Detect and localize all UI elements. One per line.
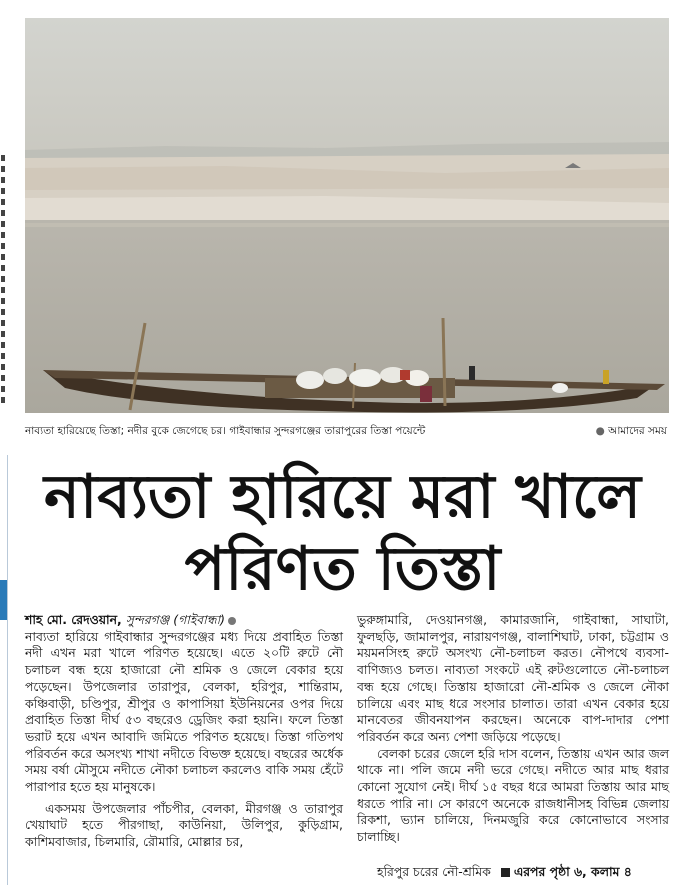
caption-text: নাব্যতা হারিয়েছে তিস্তা; নদীর বুকে জেগেছে চর। গাইবান্ধার সুন্দরগঞ্জের তারাপুরের তিস্তা পয়েন্টে	[25, 425, 426, 437]
bullet-icon: ●	[595, 425, 609, 437]
paragraph-start: হরিপুর চরের নৌ-শ্রমিক	[377, 864, 491, 879]
headline-line-2: পরিণত তিস্তা	[184, 534, 501, 604]
paragraph: একসময় উপজেলার পাঁচপীর, বেলকা, মীরগঞ্জ ও তারাপুর খেয়াঘাট হতে পীরগাছা, কাউনিয়া, উলিপুর, কুড়িগ্রাম, কাশিমবাজার, চিলমারি, রৌমারি, মোল্লার চর,	[25, 800, 343, 850]
cropped-left-column	[0, 150, 8, 420]
river-boat-photo	[25, 18, 669, 413]
headline-line-1: নাব্যতা হারিয়ে মরা খালে	[44, 462, 641, 532]
paragraph: নাব্যতা হারিয়ে গাইবান্ধার সুন্দরগঞ্জের মধ্য দিয়ে প্রবাহিত তিস্তা নদী এখন মরা খালে পরিণত হয়েছে। এতে ২০টি রুটে নৌ চলাচল বন্ধ হয়ে হাজারো নৌ শ্রমিক ও জেলে বেকার হয়ে পড়েছেন। উপজেলার তারাপুর, বেলকা, হরিপুর, শান্তিরাম, কঞ্চিবাড়ী, চণ্ডিপুর, শ্রীপুর ও কাপাসিয়া ইউনিয়নের ওপর দিয়ে প্রবাহিত তিস্তা দীর্ঘ ৫৩ বছরেও ড্রেজিং করা হয়নি। ফলে তিস্তা ভরাট হয়ে এখন আবাদি জমিতে পরিণত হয়েছে। তিস্তা গতিপথ পরিবর্তন করে অসংখ্য শাখা নদীতে বিভক্ত হয়েছে। বছরের অর্ধেক সময় বর্ষা মৌসুমে নদীতে নৌকা চলাচল করলেও বাকি সময় হেঁটে পারাপার হতে হয় মানুষকে।	[25, 628, 343, 795]
cropped-top-text	[0, 0, 685, 6]
byline-place: সুন্দরগঞ্জ (গাইবান্ধা)	[125, 612, 226, 627]
caption-credit	[596, 424, 667, 441]
byline-name: শাহ মো. রেদওয়ান,	[25, 612, 122, 627]
square-bullet-icon	[501, 868, 510, 877]
continued-on[interactable]: এরপর পৃষ্ঠা ৬, কলাম ৪	[513, 864, 632, 879]
blue-marker	[0, 580, 7, 620]
adjacent-column-border	[0, 455, 8, 885]
continuation-line	[357, 863, 669, 880]
article-column-1	[25, 612, 343, 851]
credit-text: আমাদের সময়	[608, 425, 667, 437]
bullet-icon	[228, 617, 236, 625]
photo-caption	[25, 424, 669, 440]
paragraph: ভুরুঙ্গামারি, দেওয়ানগঞ্জ, কামারজানি, গাইবান্ধা, সাঘাটা, ফুলছড়ি, জামালপুর, নারায়ণগঞ্জ, বালাশিঘাট, ঢাকা, চট্টগ্রাম ও ময়মনসিংহ রুটে অসংখ্য নৌ-চলাচল করত। নৌপথে ব্যবসা-বাণিজ্যও চলত। নাব্যতা সংকটে এই রুটগুলোতে নৌ-চলাচল বন্ধ হয়ে গেছে। তিস্তায় হাজারো নৌ-শ্রমিক ও জেলে নৌকা চালিয়ে এবং মাছ ধরে সংসার চালাত। তারা এখন বেকার হয়ে মানবেতর জীবনযাপন করছেন। অনেকে বাপ-দাদার পেশা পরিবর্তন করে অন্য পেশা জড়িয়ে পড়েছে।	[357, 612, 669, 744]
paragraph: বেলকা চরের জেলে হরি দাস বলেন, তিস্তায় এখন আর জল থাকে না। পলি জমে নদী ভরে গেছে। নদীতে আর মাছ ধরার কোনো সুযোগ নেই। দীর্ঘ ১৫ বছর ধরে আমরা তিস্তায় আর মাছ ধরতে পারি না। সে কারণে অনেকে রাজধানীসহ বিভিন্ন জেলায় রিকশা, ভ্যান চালিয়ে, দিনমজুরি করে কোনোভাবে সংসার চালাচ্ছি।	[357, 745, 669, 845]
article-column-2	[357, 612, 669, 846]
byline	[25, 612, 343, 629]
